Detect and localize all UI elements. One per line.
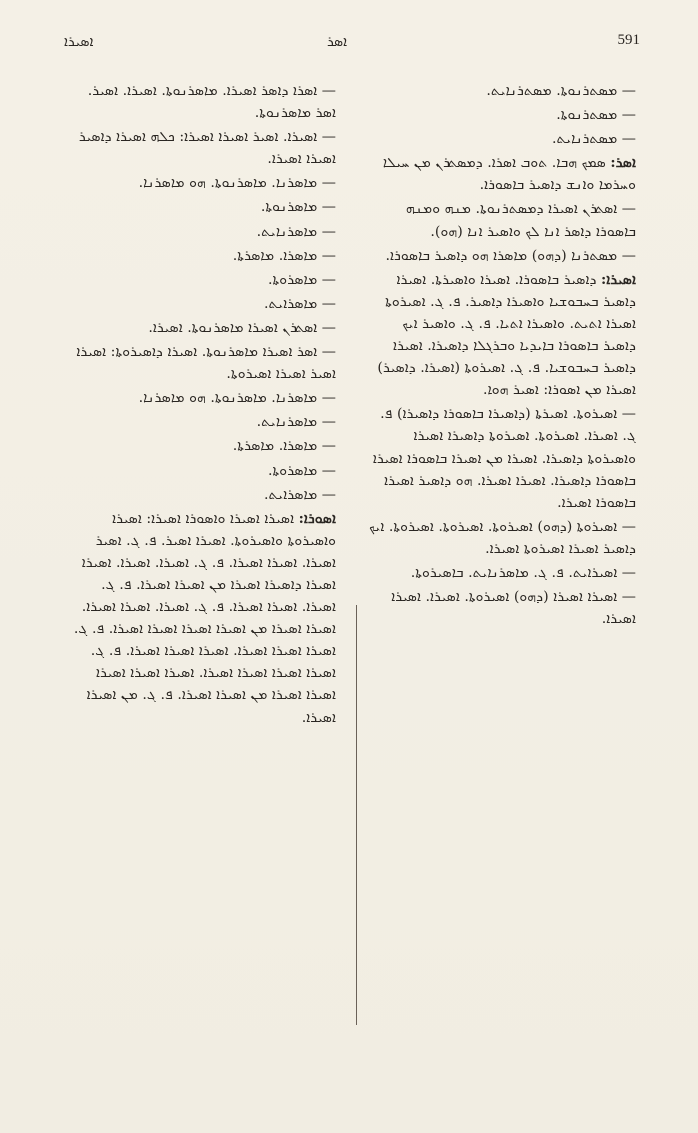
entry: — ܐܣܪܐ ܕܐܣܪ ܐܣܝܪܐ. ܡܐܣܪܢܘܬܐ. ܐܣܝܪܐ. ܐܣܝܪ. ܐܣܪ ܡܐܣܪܢܘܬܐ. bbox=[87, 83, 336, 122]
lemma: ܐܣܘܪܐ: bbox=[298, 510, 336, 527]
entry: — ܡܣܬܪܢܘܬܐ. ܡܣܬܪܢܐܝܬ. bbox=[486, 83, 636, 99]
header-left-word: ܐܣܝܪܐ bbox=[64, 34, 94, 50]
entry: — ܐܣܬܪܢ ܐܣܝܪܐ ܡܐܣܪܢܘܬܐ. ܐܣܝܪܐ. bbox=[148, 319, 336, 336]
entry: ܐܣܘܪܐ: ܐܣܝܪܐ ܐܣܝܪܐ ܘܐܣܘܪܐ ܐܣܝܪܐ: ܐܣܝܪܐ ܘܐܣܝܪܘܬܐ ܘܐܣܝܪܘܬܐ. ܐܣܝܪܐ ܐܣܝܪ. ܦ. ܓ. ܐܣܝܪ ܐܣܝܪܐ. ܐܣܝܪܐ ܐܣܝܪܐ. ܦ. ܓ. ܐܣܝܪܐ. ܐܣܝܪܐ. ܐܣܝܪܐ ܐܣܝܪܐ ܕܐܣܝܪܐ ܐܣܝܪܐ ܡܢ ܐܣܝܪܐ ܐܣܝܪܐ. ܦ. ܓ. ܐܣܝܪܐ. ܐܣܝܪܐ ܐܣܝܪܐ. ܦ. ܓ. ܐܣܝܪܐ. ܐܣܝܪܐ ܐܣܝܪܐ. ܐܣܝܪܐ ܐܣܝܪܐ ܡܢ ܐܣܝܪܐ ܐܣܝܪܐ ܐܣܝܪܐ ܐܣܝܪܐ. ܦ. ܓ. ܐܣܝܪܐ ܐܣܝܪܐ ܐܣܝܪܐ. ܐܣܝܪܐ ܐܣܝܪܐ ܐܣܝܪܐ. ܦ. ܓ. ܐܣܝܪܐ ܐܣܝܪܐ ܐܣܝܪܐ ܐܣܝܪܐ. ܐܣܝܪܐ ܐܣܝܪܐ ܐܣܝܪܐ ܐܣܝܪܐ ܐܣܝܪܐ ܡܢ ܐܣܝܪܐ ܐܣܝܪܐ. ܦ. ܓ. ܡܢ ܐܣܝܪܐ ܐܣܝܪܐ. bbox=[73, 510, 336, 726]
entry: — ܐܣܪ ܐܣܝܪܐ ܡܐܣܪܢܘܬܐ. ܐܣܝܪܐ ܕܐܣܝܪܘܬܐ: ܐܣܝܪܐ ܐܣܝܪ ܐܣܝܪܐ ܐܣܝܪܘܬܐ. bbox=[76, 344, 336, 383]
entry: — ܡܐܣܪܢܐ. ܡܐܣܪܢܘܬܐ. ܗܘ ܡܐܣܪܢܐ. bbox=[138, 390, 336, 407]
entry: — ܡܐܣܪܐܝܬ. bbox=[264, 486, 336, 503]
entry: — ܐܣܝܪܐ. ܐܣܝܪ ܐܣܝܪܐ ܐܣܝܪܐ: ܟܠܗ ܐܣܝܪܐ ܕܐܣܝܪ ܐܣܝܪܐ ܐܣܝܪܐ. bbox=[78, 129, 336, 168]
entry: — ܡܐܣܪܐܝܬ. bbox=[264, 295, 336, 312]
entry: — ܡܐܣܪܘܬܐ. bbox=[267, 462, 336, 479]
entry: — ܡܐܣܪܢܐ. ܡܐܣܪܢܘܬܐ. ܗܘ ܡܐܣܪܢܐ. bbox=[138, 175, 336, 192]
entry: — ܡܐܣܪܢܐܝܬ. bbox=[256, 414, 336, 431]
lemma: ܐܣܪ: bbox=[610, 155, 636, 172]
entry: — ܡܐܣܪܢܐܝܬ. bbox=[256, 223, 336, 240]
column-divider bbox=[356, 605, 357, 1025]
header-center-word: ܐܣܪ bbox=[326, 34, 348, 50]
page-number: 591 bbox=[617, 32, 640, 48]
entry: — ܡܐܣܪܐ. ܡܐܣܪܬܐ. bbox=[232, 438, 336, 455]
entry: — ܐܣܬܪܢ ܐܣܝܪܐ ܕܡܣܬܪܢܘܬܐ. ܡܢܗ ܘܡܢܗ ܒܐܣܘܪܐ ܕܐܣܪ ܐܢܐ ܠܟ ܘܐܣܝܪ ܐܢܐ (ܗܘ). bbox=[405, 201, 636, 240]
entry: — ܡܐܣܪܢܘܬܐ. bbox=[260, 199, 336, 216]
entry: — ܐܣܝܪܐܝܬ. ܦ. ܓ. ܡܐܣܪܢܐܝܬ. ܒܐܣܝܪܘܬܐ. bbox=[410, 564, 636, 581]
entry: — ܡܐܣܪܘܬܐ. bbox=[267, 271, 336, 288]
entry: — ܐܣܝܪܘܬܐ (ܕܗܘ) ܐܣܝܪܘܬܐ. ܐܣܝܪܘܬܐ. ܐܣܝܪܘܬܐ. ܐܝܟ ܕܐܣܝܪ ܐܣܝܪܐ ܐܣܝܪܘܬܐ ܐܣܝܪܐ. bbox=[369, 518, 636, 557]
entry: — ܡܣܬܪܢܘܬܐ. bbox=[556, 107, 636, 124]
entry: — ܐܣܝܪܘܬܐ. ܐܣܝܪܬܐ (ܕܐܣܝܪܐ ܒܐܣܘܪܐ ܕܐܣܝܪܐ) ܦ. ܓ. ܐܣܝܪܐ. ܐܣܝܪܘܬܐ. ܐܣܝܪܘܬܐ ܕܐܣܝܪܐ ܐܣܝܪܐ ܘܐܣܝܪܘܬܐ ܕܐܣܝܪܐ. ܐܣܝܪܐ ܡܢ ܐܣܝܪܐ ܒܐܣܘܪܐ ܐܣܝܪܐ ܒܐܣܘܪܐ ܕܐܣܝܪܐ. ܐܣܝܪܐ ܐܣܝܪܐ. ܗܘ ܕܐܣܝܪ ܐܣܝܪܐ ܒܐܣܘܪܐ ܐܣܝܪܐ. bbox=[372, 406, 636, 511]
entry: ܐܣܪ: ܣܡܟ ܗܒܐ. ܬܘܒ ܐܣܪܐ. ܕܡܣܬܪܢ ܡܢ ܚܝܠܐ ܘܚܪܡܐ ܘܐܢܫ ܕܐܣܝܪ ܒܐܣܘܪܐ. bbox=[382, 155, 636, 194]
entry: — ܡܣܬܪܢܐ (ܕܗܘ) ܡܐܣܪܐ ܗܘ ܕܐܣܝܪ ܒܐܣܘܪܐ. bbox=[385, 247, 636, 264]
entry: — ܡܐܣܪܐ. ܡܐܣܪܬܐ. bbox=[232, 247, 336, 264]
left-column bbox=[66, 80, 336, 731]
entry: ܐܣܝܪܐ: ܕܐܣܝܪ ܒܐܣܘܪܐ. ܐܣܝܪܐ ܘܐܣܝܪܬܐ. ܐܣܝܪܐ ܕܐܣܝܪ ܒܚܒܘܫܝܐ ܘܐܣܝܪܐ ܕܐܣܝܪ. ܦ. ܓ. ܐܣܝܪܘܬܐ ܐܣܝܪܐ ܐܬܝܬ. ܘܐܣܝܪܐ ܐܬܝܐ. ܦ. ܓ. ܘܐܣܝܪ ܐܝܟ ܕܐܣܝܪ ܒܐܣܘܪܐ ܒܐܝܕܝܐ ܘܒܪܓܠܐ ܕܐܣܝܪܐ. ܐܣܝܪܐ ܕܐܣܝܪ ܒܚܒܘܫܝܐ. ܦ. ܓ. ܐܣܝܪܘܬܐ (ܐܣܝܪܐ. ܕܐܣܝܪ) ܐܣܝܪܐ ܡܢ ܐܣܘܪܐ: ܐܣܝܪ ܗܘܐ. bbox=[377, 271, 636, 399]
entry: — ܡܣܬܪܢܐܝܬ. bbox=[551, 131, 636, 148]
lemma: ܐܣܝܪܐ: bbox=[600, 271, 636, 288]
running-header bbox=[64, 30, 640, 56]
entry: — ܐܣܝܪܐ ܐܣܝܪܐ (ܕܗܘ) ܐܣܝܪܘܬܐ. ܐܣܝܪܐ. ܐܣܝܪܐ ܐܣܝܪܐ. bbox=[391, 589, 636, 628]
right-column bbox=[366, 80, 636, 632]
